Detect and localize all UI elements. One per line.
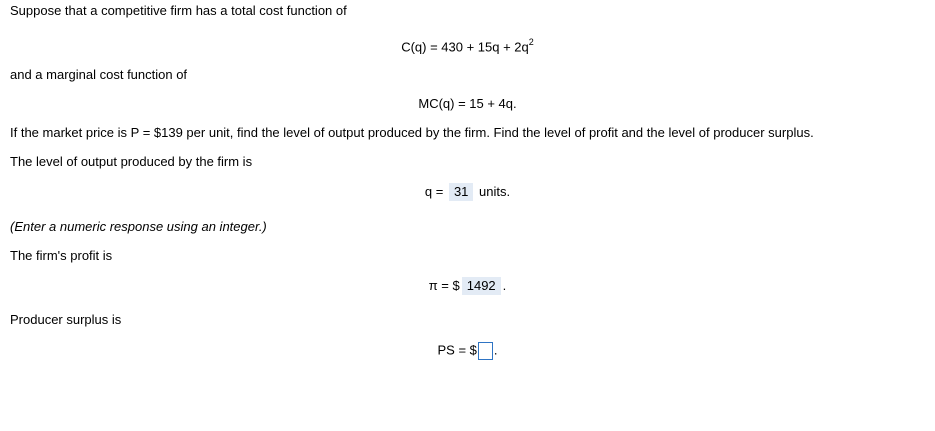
question-text: If the market price is P = $139 per unit, find the level of output produced by the firm. Find the level of profit and the level of producer surplus. [10,125,814,140]
total-cost-exponent: 2 [528,37,534,47]
total-cost-equation [0,38,935,54]
profit-answer-row [0,277,935,295]
profit-prompt: The firm's profit is [10,248,113,263]
output-answer-row [0,183,935,201]
output-prompt: The level of output produced by the firm is [10,154,253,169]
input-hint: (Enter a numeric response using an integer.) [10,219,267,234]
profit-suffix: . [502,278,507,293]
producer-surplus-prefix: PS = $ [437,342,477,358]
total-cost-equation-text: C(q) = 430 + 15q + 2q [401,39,529,55]
profit-prefix: π = $ [428,278,460,293]
problem-intro: Suppose that a competitive firm has a total cost function of [10,3,347,18]
producer-surplus-suffix: . [493,342,498,358]
marginal-cost-equation: MC(q) = 15 + 4q. [418,96,517,111]
marginal-cost-intro: and a marginal cost function of [10,67,188,82]
output-answer-field[interactable]: 31 [449,183,473,201]
output-suffix: units. [479,184,511,199]
output-prefix: q = [424,184,444,199]
profit-answer-field[interactable]: 1492 [462,277,501,295]
producer-surplus-answer-row [0,342,935,360]
producer-surplus-input[interactable] [478,342,493,360]
producer-surplus-prompt: Producer surplus is [10,312,122,327]
